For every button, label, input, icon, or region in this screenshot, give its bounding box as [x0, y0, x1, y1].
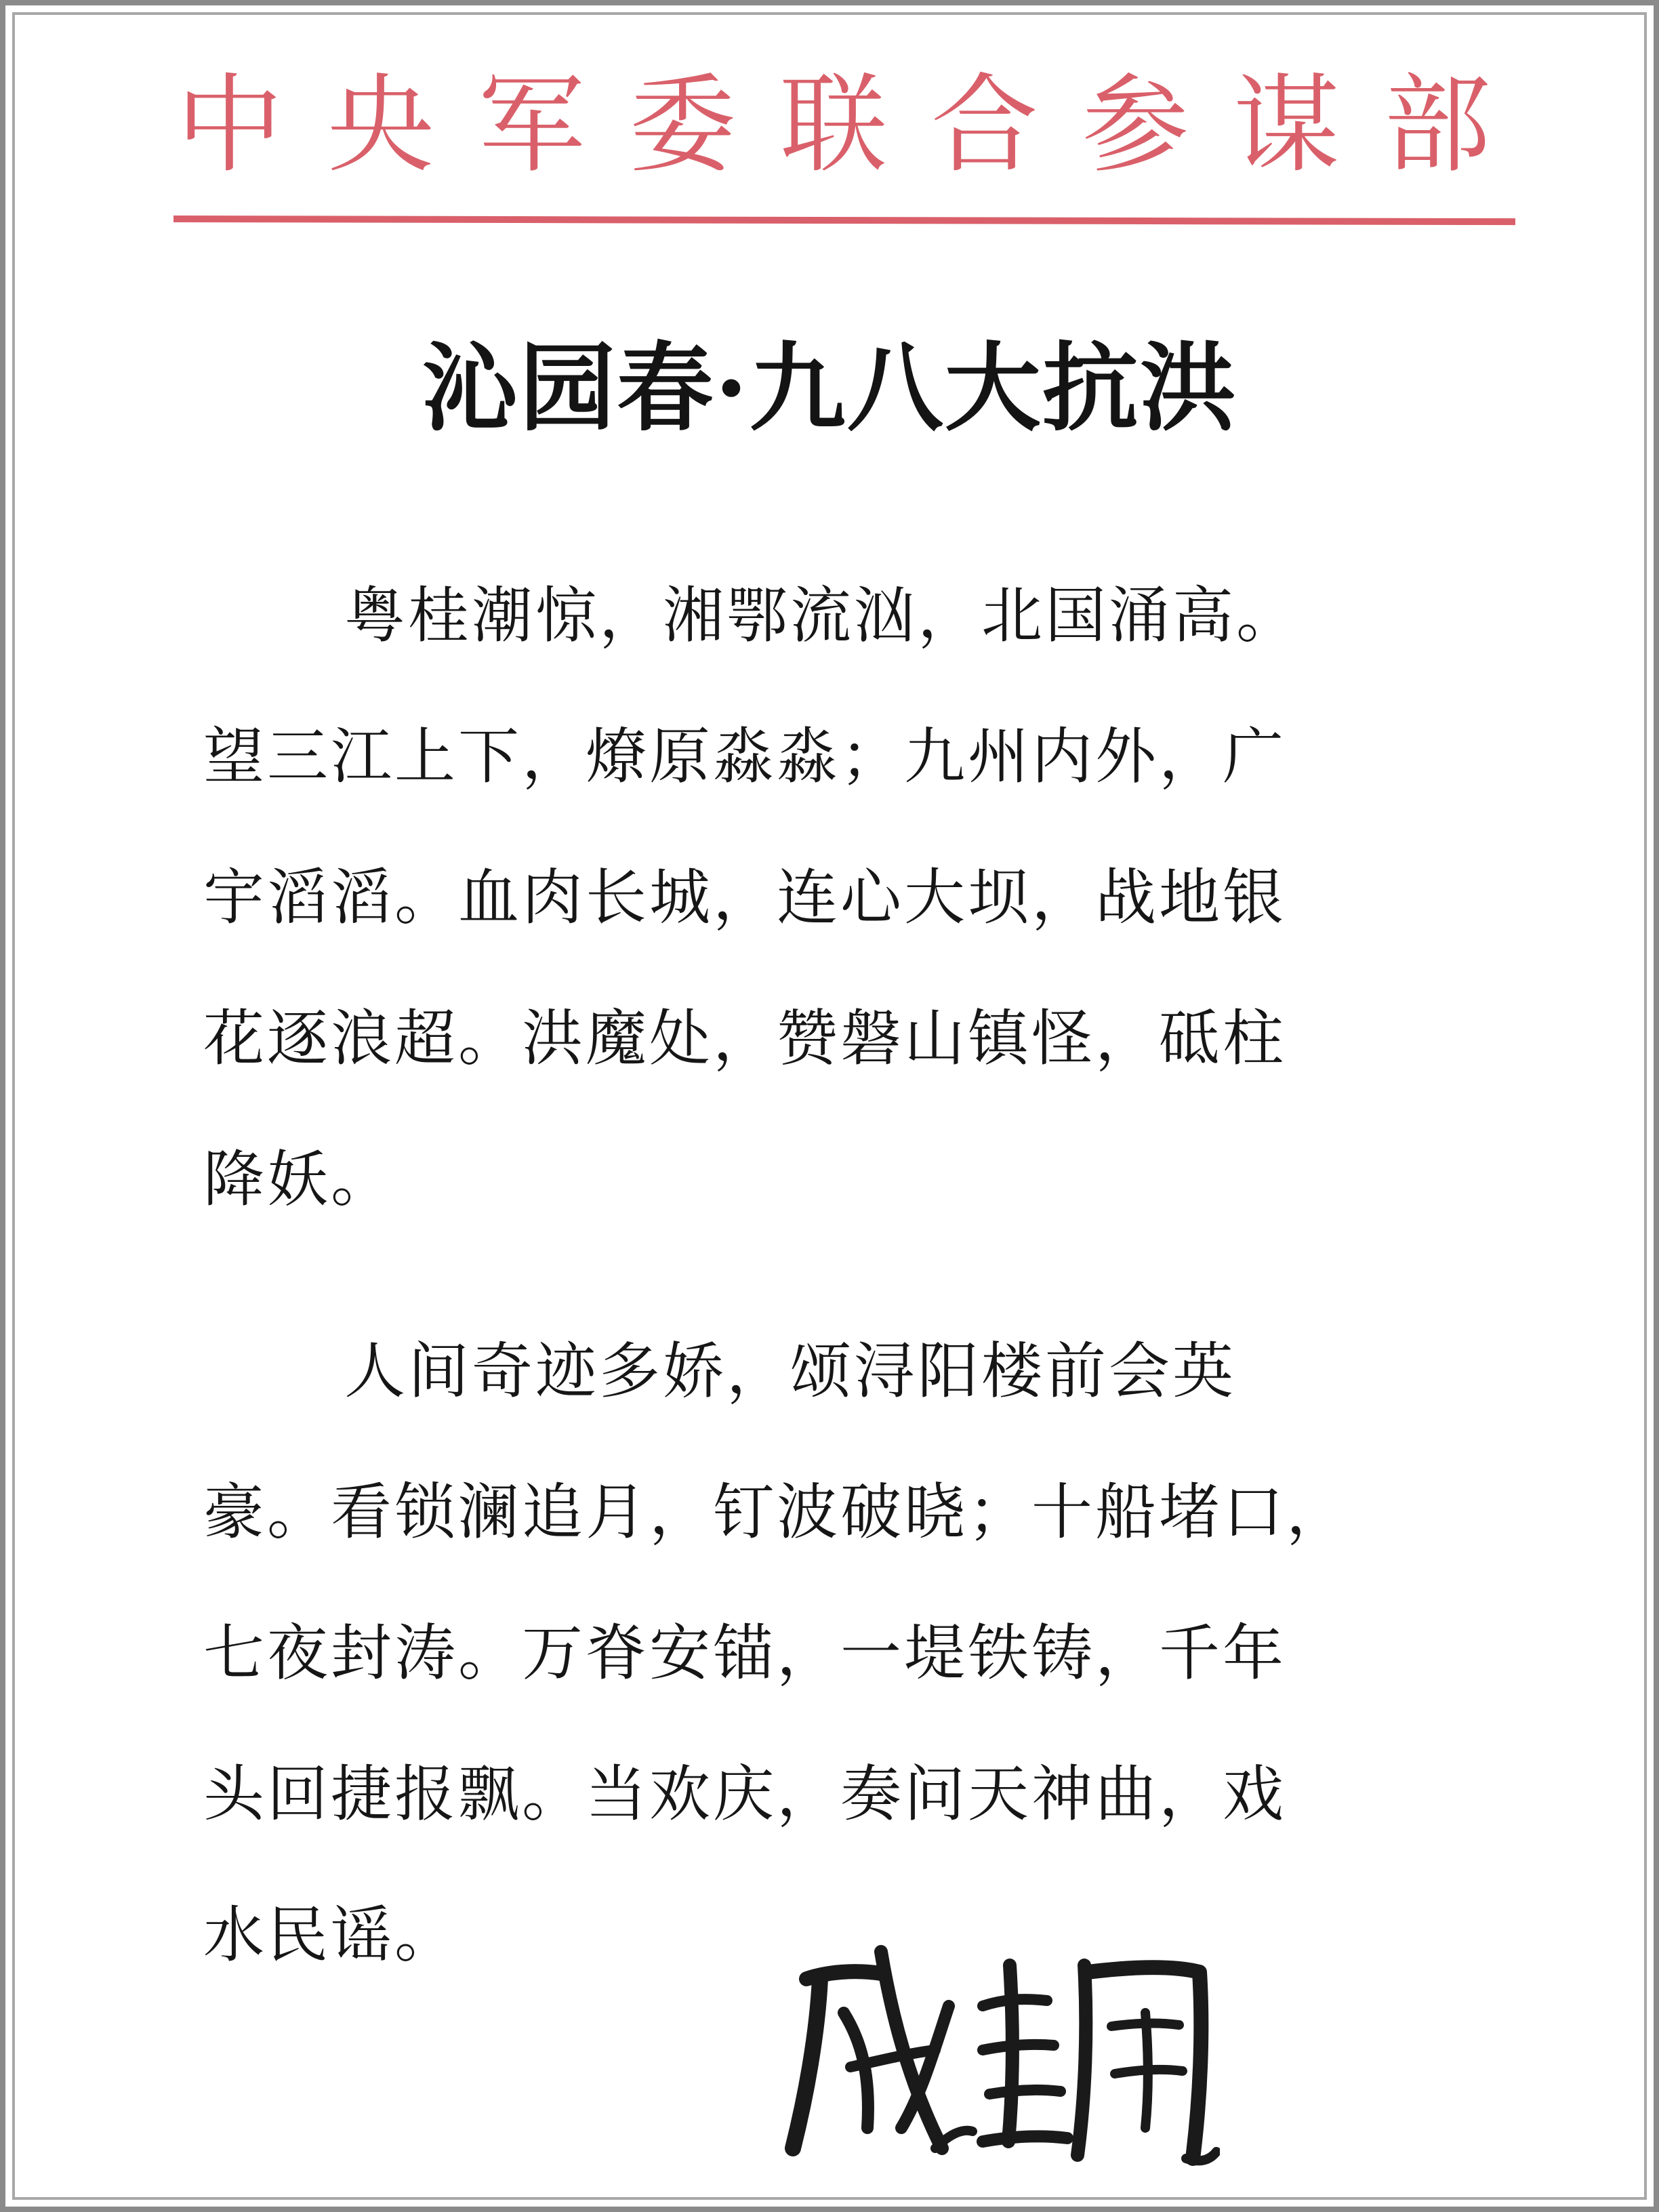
poem-title: 沁园春·九八大抗洪: [422, 332, 1237, 445]
poem-line: 望三江上下，燎原淼淼；九州内外，广: [203, 721, 1286, 792]
poem-line: 宇滔滔。血肉长城，连心大坝，战地银: [203, 862, 1286, 933]
poem-paragraph-2: [203, 1301, 1486, 2006]
letterhead-char: 联: [780, 63, 887, 188]
poem-line: 降妖。: [203, 1144, 394, 1215]
letterhead-char: 部: [1384, 63, 1491, 188]
poem-paragraph-1: [203, 546, 1486, 1250]
letterhead-char: 军: [478, 63, 586, 188]
poem-line: 人间奇迹多娇，颂浔阳楼前会英: [344, 1336, 1236, 1407]
poem-line: 豪。看锁澜追月，钉波破晓；十船堵口，: [203, 1477, 1350, 1548]
letterhead-char: 合: [930, 63, 1038, 188]
poem-line: 水民谣。: [203, 1900, 458, 1971]
poem-line: 七夜封涛。万脊安锚，一堤铁铸，千年: [203, 1618, 1286, 1689]
handwritten-signature: [779, 1925, 1220, 2182]
poem-line: 花逐浪超。洪魔处，赞磐山镇怪，砥柱: [203, 1003, 1286, 1074]
letterhead-char: 委: [629, 63, 737, 188]
poem-line: 头回捷报飘。当欢庆，奏问天神曲，戏: [203, 1759, 1286, 1830]
letterhead-char: 央: [327, 63, 434, 188]
letterhead-char: 中: [176, 63, 283, 188]
poem-line: 粤桂潮惊，湘鄂流汹，北国涌高。: [344, 580, 1300, 651]
letterhead-char: 参: [1082, 63, 1189, 188]
letterhead-rule: [173, 216, 1515, 225]
letterhead: [176, 47, 1491, 203]
letterhead-char: 谋: [1233, 63, 1340, 188]
